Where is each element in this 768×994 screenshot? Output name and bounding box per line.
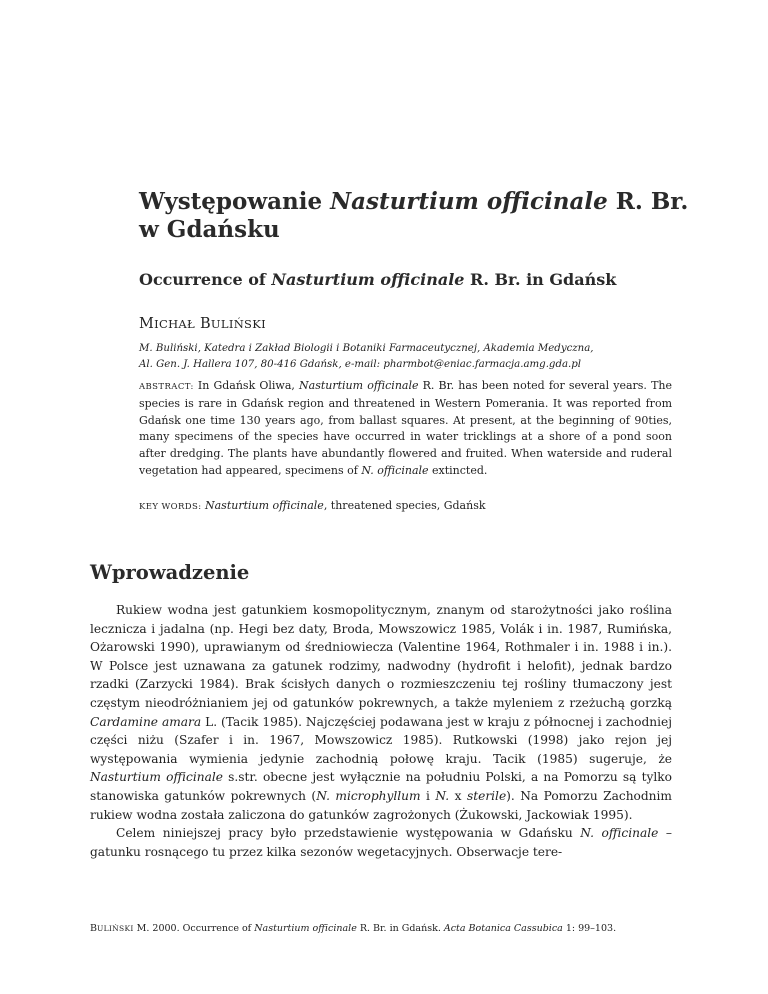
keywords [139, 498, 672, 515]
footer-author-rest: ULIŃSKI [96, 924, 134, 933]
subtitle-species-name: Nasturtium officinale [271, 270, 465, 289]
title-authority: R. Br. [607, 188, 689, 215]
keywords-text: , threatened species, Gdańsk [323, 499, 486, 512]
paragraph-1 [90, 601, 672, 824]
body-text [90, 601, 672, 861]
subtitle-end-text: R. Br. in Gdańsk [464, 270, 617, 289]
para1-species-1: Cardamine amara [90, 714, 202, 729]
para1-text-f: ). Na Pomorzu Zachodnim rukiew wodna została zaliczona do gatunków zagrożonych (Żukowski, Jackowiak 1995). [90, 788, 672, 822]
author-last-rest: ULIŃSKI [210, 317, 266, 331]
abstract-label: ABSTRACT: [139, 382, 194, 392]
para1-text-e: x [449, 788, 467, 803]
para1-species-5: sterile [466, 788, 507, 803]
keywords-species: Nasturtium officinale [204, 499, 324, 512]
title-location: w Gdańsku [139, 216, 280, 243]
keywords-label: KEY WORDS: [139, 502, 202, 512]
author-affiliation [139, 341, 659, 373]
author-name [139, 316, 266, 332]
citation-footer [90, 922, 690, 936]
footer-author-initial: B [90, 923, 97, 934]
abstract-text-2: R. Br. has been noted for several years. The species is rare in Gdańsk region and threatened in Western Pomerania. It was reported from Gdańsk one time 130 years ago, from ballast squares. At present, at the beginning of 90ties, many specimens of the species have occurred in water tricklings at a shore of a pond soon after dredging. The plants have abundantly flowered and fruited. When waterside and ruderal vegetation had appeared, specimens of [139, 379, 672, 477]
article-subtitle [139, 270, 699, 290]
abstract-text-1: In Gdańsk Oliwa, [197, 379, 300, 392]
footer-text-3: 1: 99–103. [562, 923, 617, 934]
para1-species-2: Nasturtium officinale [90, 770, 223, 785]
para2-species: N. officinale [580, 826, 659, 841]
abstract [139, 378, 672, 480]
para2-text-b: – gatunku rosnącego tu przez kilka sezonów wegetacyjnych. Obserwacje tere- [90, 826, 672, 859]
para1-species-3: N. microphyllum [316, 788, 421, 803]
footer-journal: Acta Botanica Cassubica [443, 923, 563, 934]
abstract-species-1: Nasturtium officinale [299, 379, 419, 392]
title-text: Występowanie [139, 188, 331, 215]
paragraph-2 [90, 824, 672, 861]
section-heading: Wprowadzenie [90, 561, 250, 584]
subtitle-text: Occurrence of [139, 270, 272, 289]
affiliation-line-2: Al. Gen. J. Hallera 107, 80-416 Gdańsk, e-mail: pharmbot@eniac.farmacja.amg.gda.pl [139, 359, 582, 370]
footer-text-1: M. 2000. Occurrence of [133, 923, 255, 934]
para1-text-a: Rukiew wodna jest gatunkiem kosmopolitycznym, znanym od starożytności jako roślina lecznicza i jadalna (np. Hegi bez daty, Broda, Mowszowicz 1985, Volák i in. 1987, Rumińska, Ożarowski 1990), uprawianym od średniowiecza (Valentine 1964, Rothmaler i in. 1988 i in.). W Polsce jest uznawana za gatunek rodzimy, nadwodny (hydrofit i helofit), jednak bardzo rzadki (Zarzycki 1984). Brak ścisłych danych o rozmieszczeniu tej rośliny tłumaczony jest częstym nieodróżnianiem jej od gatunków pokrewnych, a także myleniem z rzeżuchą gorzką [90, 603, 672, 710]
affiliation-line-1: M. Buliński, Katedra i Zakład Biologii i Botaniki Farmaceutycznej, Akademia Medyczna, [139, 343, 594, 354]
para2-text-a: Celem niniejszej pracy było przedstawienie występowania w Gdańsku [116, 826, 581, 841]
abstract-species-2: N. officinale [361, 463, 429, 477]
author-first-initial: M [139, 316, 155, 332]
para1-text-d: i [420, 788, 436, 803]
abstract-text-3: extincted. [428, 463, 488, 477]
para1-text-b: L. (Tacik 1985). Najczęściej podawana jest w kraju z północnej i zachodniej części niżu (Szafer i in. 1967, Mowszowicz 1985). Rutkowski (1998) jako rejon jej występowania wymienia jedynie zachodnią połowę kraju. Tacik (1985) sugeruje, że [90, 714, 672, 766]
footer-species: Nasturtium officinale [254, 923, 357, 934]
footer-text-2: R. Br. in Gdańsk. [356, 923, 444, 934]
author-first-rest: ICHAŁ [154, 317, 196, 331]
para1-text-c: s.str. obecne jest wyłącznie na południu Polski, a na Pomorzu są tylko stanowiska gatunków pokrewnych ( [90, 770, 673, 803]
author-last-initial: B [199, 316, 211, 332]
title-species-name: Nasturtium officinale [330, 188, 608, 215]
article-title [139, 188, 699, 244]
para1-species-4: N. [435, 788, 450, 803]
